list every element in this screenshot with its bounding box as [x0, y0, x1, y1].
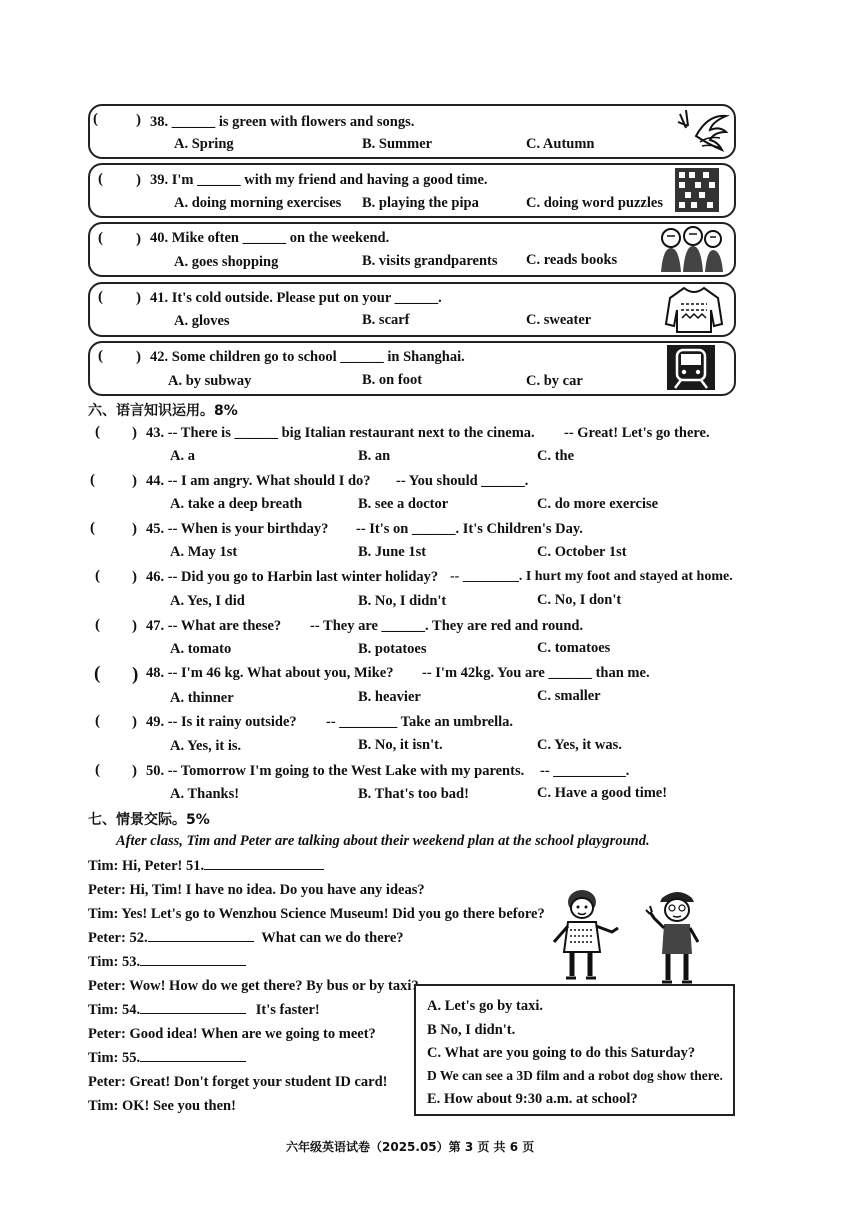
answer-blank-55[interactable]: [140, 1060, 246, 1062]
option-b[interactable]: B No, I didn't.: [427, 1022, 516, 1038]
answer-paren-open: (: [90, 472, 95, 488]
section-6-heading: 六、语言知识运用。8%: [88, 403, 238, 419]
answer-paren-close: ): [132, 569, 137, 585]
question-reply: -- I'm 42kg. You are ______ than me.: [422, 665, 650, 681]
answer-options-box: [414, 984, 735, 1116]
answer-paren-close: ): [136, 290, 141, 306]
option-b[interactable]: B. No, I didn't: [358, 593, 447, 609]
question-stem: 50. -- Tomorrow I'm going to the West Lake with my parents.: [146, 763, 525, 779]
option-b[interactable]: B. That's too bad!: [358, 786, 469, 802]
answer-paren-close: ): [132, 473, 137, 489]
family-portrait-icon: [655, 224, 729, 274]
option-c[interactable]: C. tomatoes: [537, 640, 611, 656]
option-b[interactable]: B. playing the pipa: [362, 195, 479, 211]
answer-blank-54[interactable]: [140, 1012, 246, 1014]
question-stem: 43. -- There is ______ big Italian restaurant next to the cinema.: [146, 425, 535, 441]
scenario-intro: After class, Tim and Peter are talking about their weekend plan at the school playground.: [116, 833, 650, 849]
answer-paren-close: ): [136, 231, 141, 247]
question-reply: -- Great! Let's go there.: [564, 425, 710, 441]
option-a[interactable]: A. Spring: [174, 136, 234, 152]
answer-paren-open: (: [95, 424, 100, 440]
boy-tim-icon: [546, 886, 622, 982]
dialogue-line: [88, 1098, 236, 1115]
question-reply: -- It's on ______. It's Children's Day.: [356, 521, 583, 537]
answer-paren-close: ): [132, 714, 137, 730]
option-a[interactable]: A. Let's go by taxi.: [427, 998, 543, 1014]
option-a[interactable]: A. take a deep breath: [170, 496, 303, 512]
option-a[interactable]: A. tomato: [170, 641, 232, 657]
option-c[interactable]: C. smaller: [537, 688, 601, 704]
answer-paren-close: ): [132, 425, 137, 441]
option-a[interactable]: A. Yes, I did: [170, 593, 245, 609]
option-c[interactable]: C. Yes, it was.: [537, 737, 622, 753]
option-b[interactable]: B. potatoes: [358, 641, 427, 657]
question-stem: 49. -- Is it rainy outside?: [146, 714, 297, 730]
option-c[interactable]: C. sweater: [526, 312, 592, 328]
question-reply: -- ________ Take an umbrella.: [326, 714, 514, 730]
sweater-icon: [664, 284, 724, 332]
dialogue-line: [88, 978, 419, 995]
dialogue-line: [88, 906, 545, 923]
question-stem: 48. -- I'm 46 kg. What about you, Mike?: [146, 665, 394, 681]
option-b[interactable]: B. scarf: [362, 312, 410, 328]
dialogue-text: It's faster!: [255, 1002, 320, 1018]
dialogue-text: What can we do there?: [261, 930, 404, 946]
option-c[interactable]: C. What are you going to do this Saturday?: [427, 1045, 696, 1061]
answer-blank-52[interactable]: [148, 940, 254, 942]
answer-paren-close: ): [132, 521, 137, 537]
option-a[interactable]: A. doing morning exercises: [174, 195, 342, 211]
question-stem: 38. ______ is green with flowers and songs.: [150, 114, 415, 130]
dialogue-line-52: [88, 930, 404, 947]
section-7-heading: 七、情景交际。5%: [88, 812, 210, 828]
dialogue-text: Peter: Hi, Tim! I have no idea. Do you have any ideas?: [88, 882, 425, 898]
answer-blank-53[interactable]: [140, 964, 246, 966]
question-reply: -- ________. I hurt my foot and stayed at home.: [450, 569, 733, 584]
question-stem: 47. -- What are these?: [146, 618, 282, 634]
option-c[interactable]: C. Autumn: [526, 136, 595, 152]
dialogue-text: Tim: 55.: [88, 1050, 141, 1066]
option-c[interactable]: C. Have a good time!: [537, 785, 668, 801]
option-a[interactable]: A. goes shopping: [174, 254, 279, 270]
dialogue-text: Tim: OK! See you then!: [88, 1098, 236, 1114]
option-b[interactable]: B. on foot: [362, 372, 423, 388]
dialogue-line-51: [88, 858, 324, 875]
answer-paren-close: ): [136, 172, 141, 188]
option-b[interactable]: B. June 1st: [358, 544, 427, 560]
option-c[interactable]: C. reads books: [526, 252, 618, 268]
answer-paren-open: (: [90, 520, 95, 536]
dialogue-text: Peter: Good idea! When are we going to meet?: [88, 1026, 376, 1042]
option-a[interactable]: A. gloves: [174, 313, 230, 329]
dialogue-line-54: [88, 1002, 320, 1019]
question-reply: -- You should ______.: [396, 473, 529, 489]
option-a[interactable]: A. by subway: [168, 373, 252, 389]
dialogue-line: [88, 882, 425, 899]
dialogue-text: Peter: Great! Don't forget your student ID card!: [88, 1074, 388, 1090]
option-b[interactable]: B. Summer: [362, 136, 433, 152]
answer-paren-close: ): [132, 763, 137, 779]
boy-peter-icon: [644, 888, 708, 986]
dialogue-line: [88, 1026, 376, 1043]
option-b[interactable]: B. see a doctor: [358, 496, 449, 512]
answer-paren-open: (: [98, 230, 103, 246]
option-b[interactable]: B. visits grandparents: [362, 253, 498, 269]
answer-paren-close: ): [132, 664, 139, 685]
page-footer: 六年级英语试卷（2025.05）第 3 页 共 6 页: [286, 1140, 535, 1154]
question-stem: 45. -- When is your birthday?: [146, 521, 329, 537]
option-a[interactable]: A. thinner: [170, 690, 234, 706]
dialogue-text: Tim: 54.: [88, 1002, 141, 1018]
dialogue-text: Tim: Yes! Let's go to Wenzhou Science Museum! Did you go there before?: [88, 906, 545, 922]
option-b[interactable]: B. No, it isn't.: [358, 737, 443, 753]
answer-paren-open: (: [93, 111, 98, 127]
option-c[interactable]: C. do more exercise: [537, 496, 659, 512]
option-c[interactable]: C. October 1st: [537, 544, 627, 560]
dialogue-line-53: [88, 954, 246, 971]
subway-train-icon: [666, 344, 716, 391]
answer-paren-open: (: [98, 171, 103, 187]
option-a[interactable]: A. Yes, it is.: [170, 738, 242, 754]
answer-paren-open: (: [94, 663, 101, 684]
answer-paren-open: (: [95, 568, 100, 584]
answer-paren-open: (: [98, 348, 103, 364]
question-stem: 40. Mike often ______ on the weekend.: [150, 230, 390, 246]
question-stem: 41. It's cold outside. Please put on your ______.: [150, 290, 442, 306]
answer-paren-open: (: [95, 762, 100, 778]
answer-paren-open: (: [95, 617, 100, 633]
dialogue-line: [88, 1074, 387, 1091]
word-puzzle-icon: [673, 166, 723, 214]
option-d[interactable]: D We can see a 3D film and a robot dog show there.: [427, 1068, 723, 1083]
option-c[interactable]: C. by car: [526, 373, 583, 389]
answer-paren-open: (: [98, 289, 103, 305]
option-e[interactable]: E. How about 9:30 a.m. at school?: [427, 1091, 638, 1107]
option-b[interactable]: B. an: [358, 448, 391, 464]
question-stem: 42. Some children go to school ______ in Shanghai.: [150, 349, 465, 365]
answer-paren-close: ): [136, 112, 141, 128]
dialogue-text: Tim: Hi, Peter! 51.: [88, 858, 205, 874]
dialogue-text: Tim: 53.: [88, 954, 141, 970]
answer-blank-51[interactable]: [204, 868, 324, 870]
question-stem: 46. -- Did you go to Harbin last winter holiday?: [146, 569, 439, 585]
option-c[interactable]: C. No, I don't: [537, 592, 622, 608]
question-reply: -- __________.: [540, 763, 630, 779]
spring-bird-icon: [676, 106, 728, 154]
question-stem: 44. -- I am angry. What should I do?: [146, 473, 371, 489]
answer-paren-close: ): [132, 618, 137, 634]
dialogue-text: Peter: 52.: [88, 930, 148, 946]
answer-paren-close: ): [136, 349, 141, 365]
answer-paren-open: (: [95, 713, 100, 729]
dialogue-text: Peter: Wow! How do we get there? By bus or by taxi?: [88, 978, 419, 994]
option-a[interactable]: A. Thanks!: [170, 786, 240, 802]
option-c[interactable]: C. doing word puzzles: [526, 195, 663, 211]
question-stem: 39. I'm ______ with my friend and having a good time.: [150, 172, 488, 188]
option-c[interactable]: C. the: [537, 448, 575, 464]
option-a[interactable]: A. May 1st: [170, 544, 238, 560]
dialogue-line-55: [88, 1050, 246, 1067]
option-a[interactable]: A. a: [170, 448, 195, 464]
option-b[interactable]: B. heavier: [358, 689, 421, 705]
question-reply: -- They are ______. They are red and round.: [310, 618, 584, 634]
